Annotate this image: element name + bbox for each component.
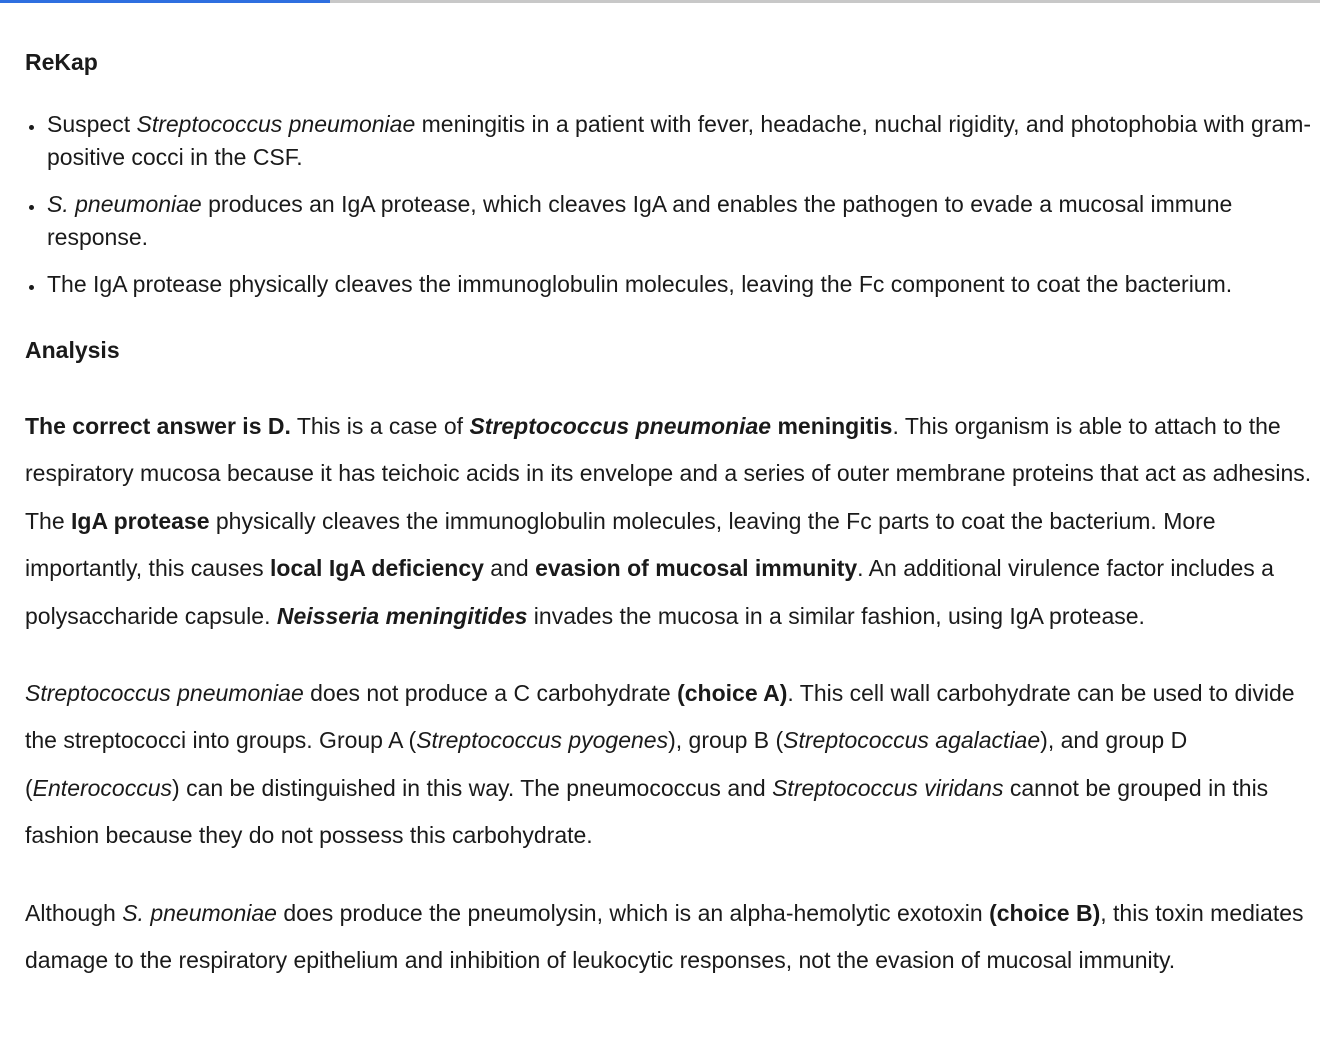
analysis-paragraph-choice-a: Streptococcus pneumoniae does not produce a C carbohydrate (choice A). This cell wall carbohydrate can be used to divide the streptococci into groups. Group A (Streptococcus pyogenes), group B (Streptococcus agalactiae), and group D (Enterococcus) can be distinguished in this way. The pneumococcus and Streptococcus viridans cannot be grouped in this fashion because they do not possess this carbohydrate. — [25, 680, 1295, 849]
rekap-item: • S. pneumoniae produces an IgA protease, which cleaves IgA and enables the pathogen to evade a mucosal immune response. — [46, 188, 1314, 254]
rekap-item: • The IgA protease physically cleaves the immunoglobulin molecules, leaving the Fc component to coat the bacterium. — [46, 268, 1314, 301]
analysis-paragraph-choice-b: Although S. pneumoniae does produce the pneumolysin, which is an alpha-hemolytic exotoxin (choice B), this toxin mediates damage to the respiratory epithelium and inhibition of leukocytic responses, not the evasion of mucosal immunity. — [25, 899, 1304, 974]
analysis-paragraph-correct-answer: The correct answer is D. This is a case of Streptococcus pneumoniae meningitis. This organism is able to attach to the respiratory mucosa because it has teichoic acids in its envelope and a series of outer membrane proteins that act as adhesins. The IgA protease physically cleaves the immunoglobulin molecules, leaving the Fc parts to coat the bacterium. More importantly, this causes local IgA deficiency and evasion of mucosal immunity. An additional virulence factor includes a polysaccharide capsule. Neisseria meningitides invades the mucosa in a similar fashion, using IgA protease. — [25, 413, 1312, 629]
rekap-heading: ReKap — [25, 49, 98, 75]
progress-fill — [0, 0, 330, 3]
analysis-heading: Analysis — [25, 337, 120, 363]
rekap-item: • Suspect Streptococcus pneumoniae meningitis in a patient with fever, headache, nuchal rigidity, and photophobia with gram-positive cocci in the CSF. — [46, 108, 1314, 174]
rekap-list — [25, 108, 1314, 315]
progress-track — [0, 0, 1320, 3]
analysis-body — [25, 403, 1315, 1014]
